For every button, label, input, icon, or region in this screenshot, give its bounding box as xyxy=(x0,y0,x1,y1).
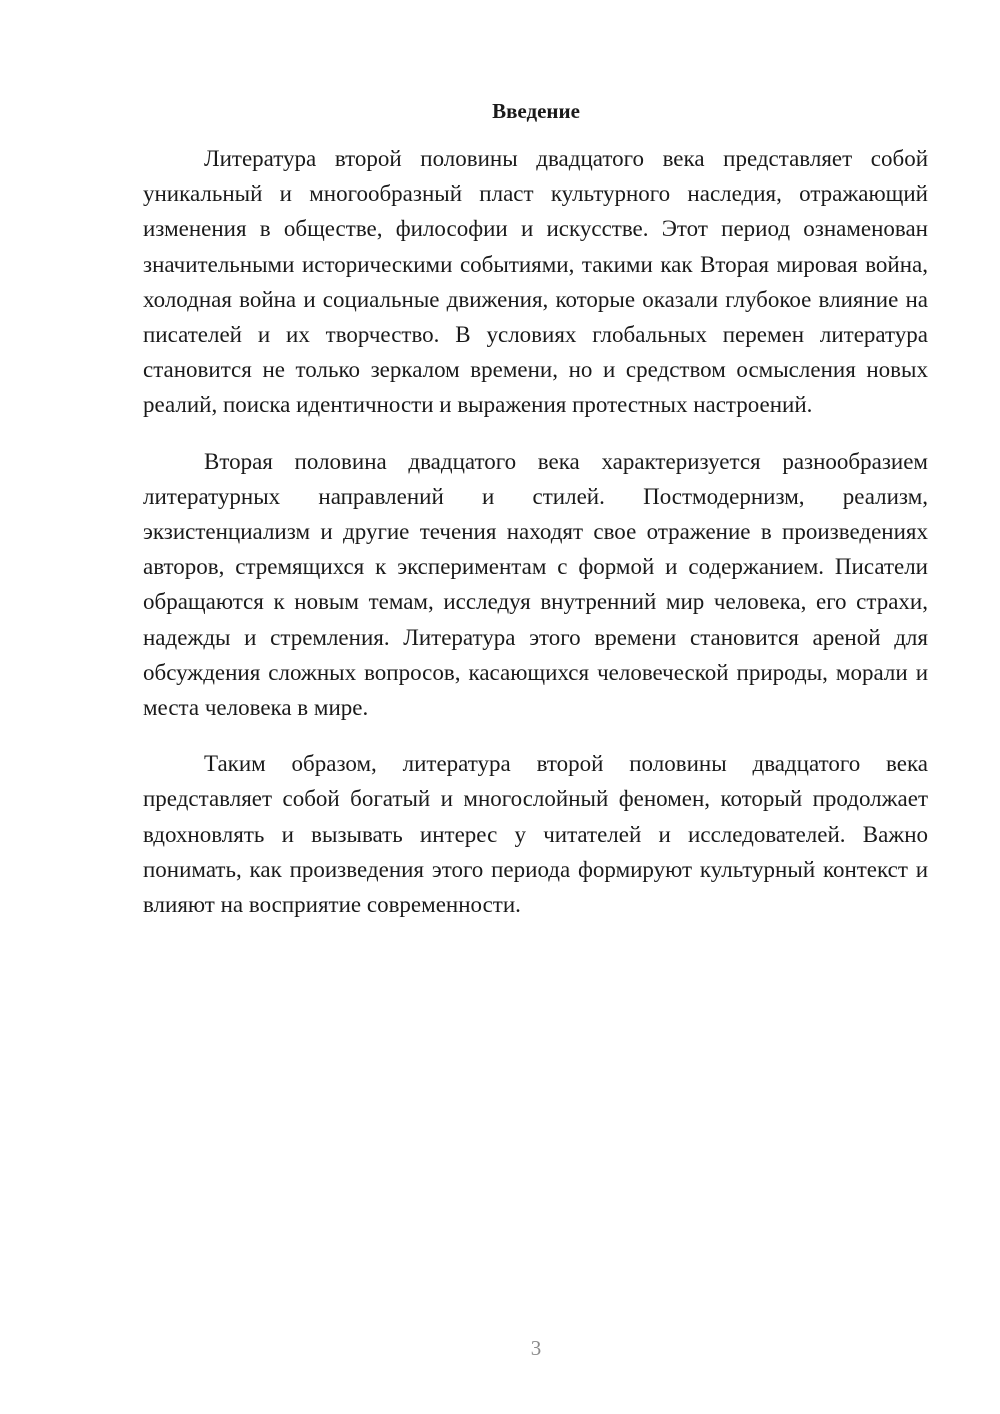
paragraph-1: Литература второй половины двадцатого века представляет собой уникальный и многообразный пласт культурного наследия, отражающий изменения в обществе, философии и искусстве. Этот период ознаменован значительными историческими событиями, такими как Вторая мировая война, холодная война и социальные движения, которые оказали глубокое влияние на писателей и их творчество. В условиях глобальных перемен литература становится не только зеркалом времени, но и средством осмысления новых реалий, поиска идентичности и выражения протестных настроений. xyxy=(143,146,928,418)
section-heading: Введение xyxy=(492,99,580,123)
paragraph-3: Таким образом, литература второй половины двадцатого века представляет собой богатый и многослойный феномен, который продолжает вдохновлять и вызывать интерес у читателей и исследователей. Важно понимать, как произведения этого периода формируют культурный контекст и влияют на восприятие современности. xyxy=(143,751,928,918)
paragraph-2: Вторая половина двадцатого века характеризуется разнообразием литературных направлений и стилей. Постмодернизм, реализм, экзистенциализм и другие течения находят свое отражение в произведениях авторов, стремящихся к экспериментам с формой и содержанием. Писатели обращаются к новым темам, исследуя внутренний мир человека, его страхи, надежды и стремления. Литература этого времени становится ареной для обсуждения сложных вопросов, касающихся человеческой природы, морали и места человека в мире. xyxy=(143,448,928,721)
body-text xyxy=(143,141,928,943)
page-number: 3 xyxy=(530,1336,542,1360)
